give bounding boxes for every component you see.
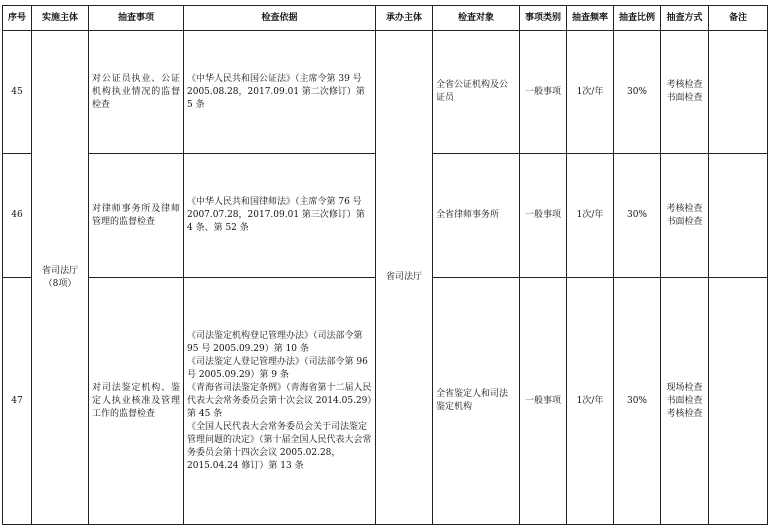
row-basis [184, 154, 376, 278]
row-ratio: 30% [614, 154, 661, 278]
header-frequency: 抽查频率 [567, 6, 614, 31]
header-implementer: 实施主体 [32, 6, 89, 31]
method-line: 书面检查 [666, 216, 703, 227]
row-remark [709, 154, 768, 278]
row-method [661, 31, 709, 154]
row-ratio: 30% [614, 31, 661, 154]
basis-line: 《青海省司法鉴定条例》（青海省第十二届人民代表大会常务委员会第十次会议 2014.05.29）第 45 条 [187, 382, 372, 419]
row-no: 46 [3, 154, 32, 278]
row-frequency: 1次/年 [567, 278, 614, 525]
method-line: 书面检查 [666, 93, 703, 103]
method-line: 现场检查 [666, 382, 703, 393]
header-category: 事项类别 [520, 6, 567, 31]
header-row [3, 6, 768, 31]
header-target: 检查对象 [433, 6, 520, 31]
row-category: 一般事项 [520, 154, 567, 278]
basis-line: 《中华人民共和国公证法》（主席令第 39 号 2005.08.28，2017.09.01 第二次修订）第 5 条 [187, 73, 365, 110]
row-target: 全省公证机构及公证员 [433, 31, 520, 154]
implementer-name: 省司法厅 [41, 265, 78, 276]
row-target: 全省律师事务所 [433, 154, 520, 278]
row-ratio: 30% [614, 278, 661, 525]
row-basis [184, 31, 376, 154]
row-no: 45 [3, 31, 32, 154]
row-item: 对律师事务所及律师管理的监督检查 [89, 154, 184, 278]
header-method: 抽查方式 [661, 6, 709, 31]
row-remark [709, 31, 768, 154]
header-item: 抽查事项 [89, 6, 184, 31]
organizer-cell: 省司法厅 [376, 31, 433, 525]
row-no: 47 [3, 278, 32, 525]
table-row [3, 31, 768, 154]
header-remark: 备注 [709, 6, 768, 31]
header-basis: 检查依据 [184, 6, 376, 31]
implementer-count: （8项） [43, 278, 77, 289]
row-item: 对司法鉴定机构、鉴定人执业核准及管理工作的监督检查 [89, 278, 184, 525]
basis-line: 《司法鉴定人登记管理办法》（司法部令第 96 号 2005.09.29）第 9 条 [187, 356, 368, 380]
method-line: 考核检查 [666, 408, 703, 419]
method-line: 考核检查 [666, 80, 703, 90]
row-method [661, 154, 709, 278]
row-remark [709, 278, 768, 525]
row-basis [184, 278, 376, 525]
header-no: 序号 [3, 6, 32, 31]
method-line: 书面检查 [666, 395, 703, 406]
row-frequency: 1次/年 [567, 154, 614, 278]
header-ratio: 抽查比例 [614, 6, 661, 31]
basis-line: 《司法鉴定机构登记管理办法》（司法部令第 95 号 2005.09.29）第 10 条 [187, 330, 363, 354]
row-category: 一般事项 [520, 278, 567, 525]
row-frequency: 1次/年 [567, 31, 614, 154]
row-item: 对公证员执业、公证机构执业情况的监督检查 [89, 31, 184, 154]
row-method [661, 278, 709, 525]
row-category: 一般事项 [520, 31, 567, 154]
header-organizer: 承办主体 [376, 6, 433, 31]
implementer-cell [32, 31, 89, 525]
row-target: 全省鉴定人和司法鉴定机构 [433, 278, 520, 525]
method-line: 考核检查 [666, 203, 703, 214]
basis-line: 《全国人民代表大会常务委员会关于司法鉴定管理问题的决定》（第十届全国人民代表大会常务委员会第十四次会议 2005.02.28，2015.04.24 修订）第 13 条 [187, 421, 372, 471]
basis-line: 《中华人民共和国律师法》（主席令第 76 号 2007.07.28，2017.09.01 第三次修订）第 4 条、第 52 条 [187, 197, 365, 233]
inspection-table [2, 5, 768, 525]
